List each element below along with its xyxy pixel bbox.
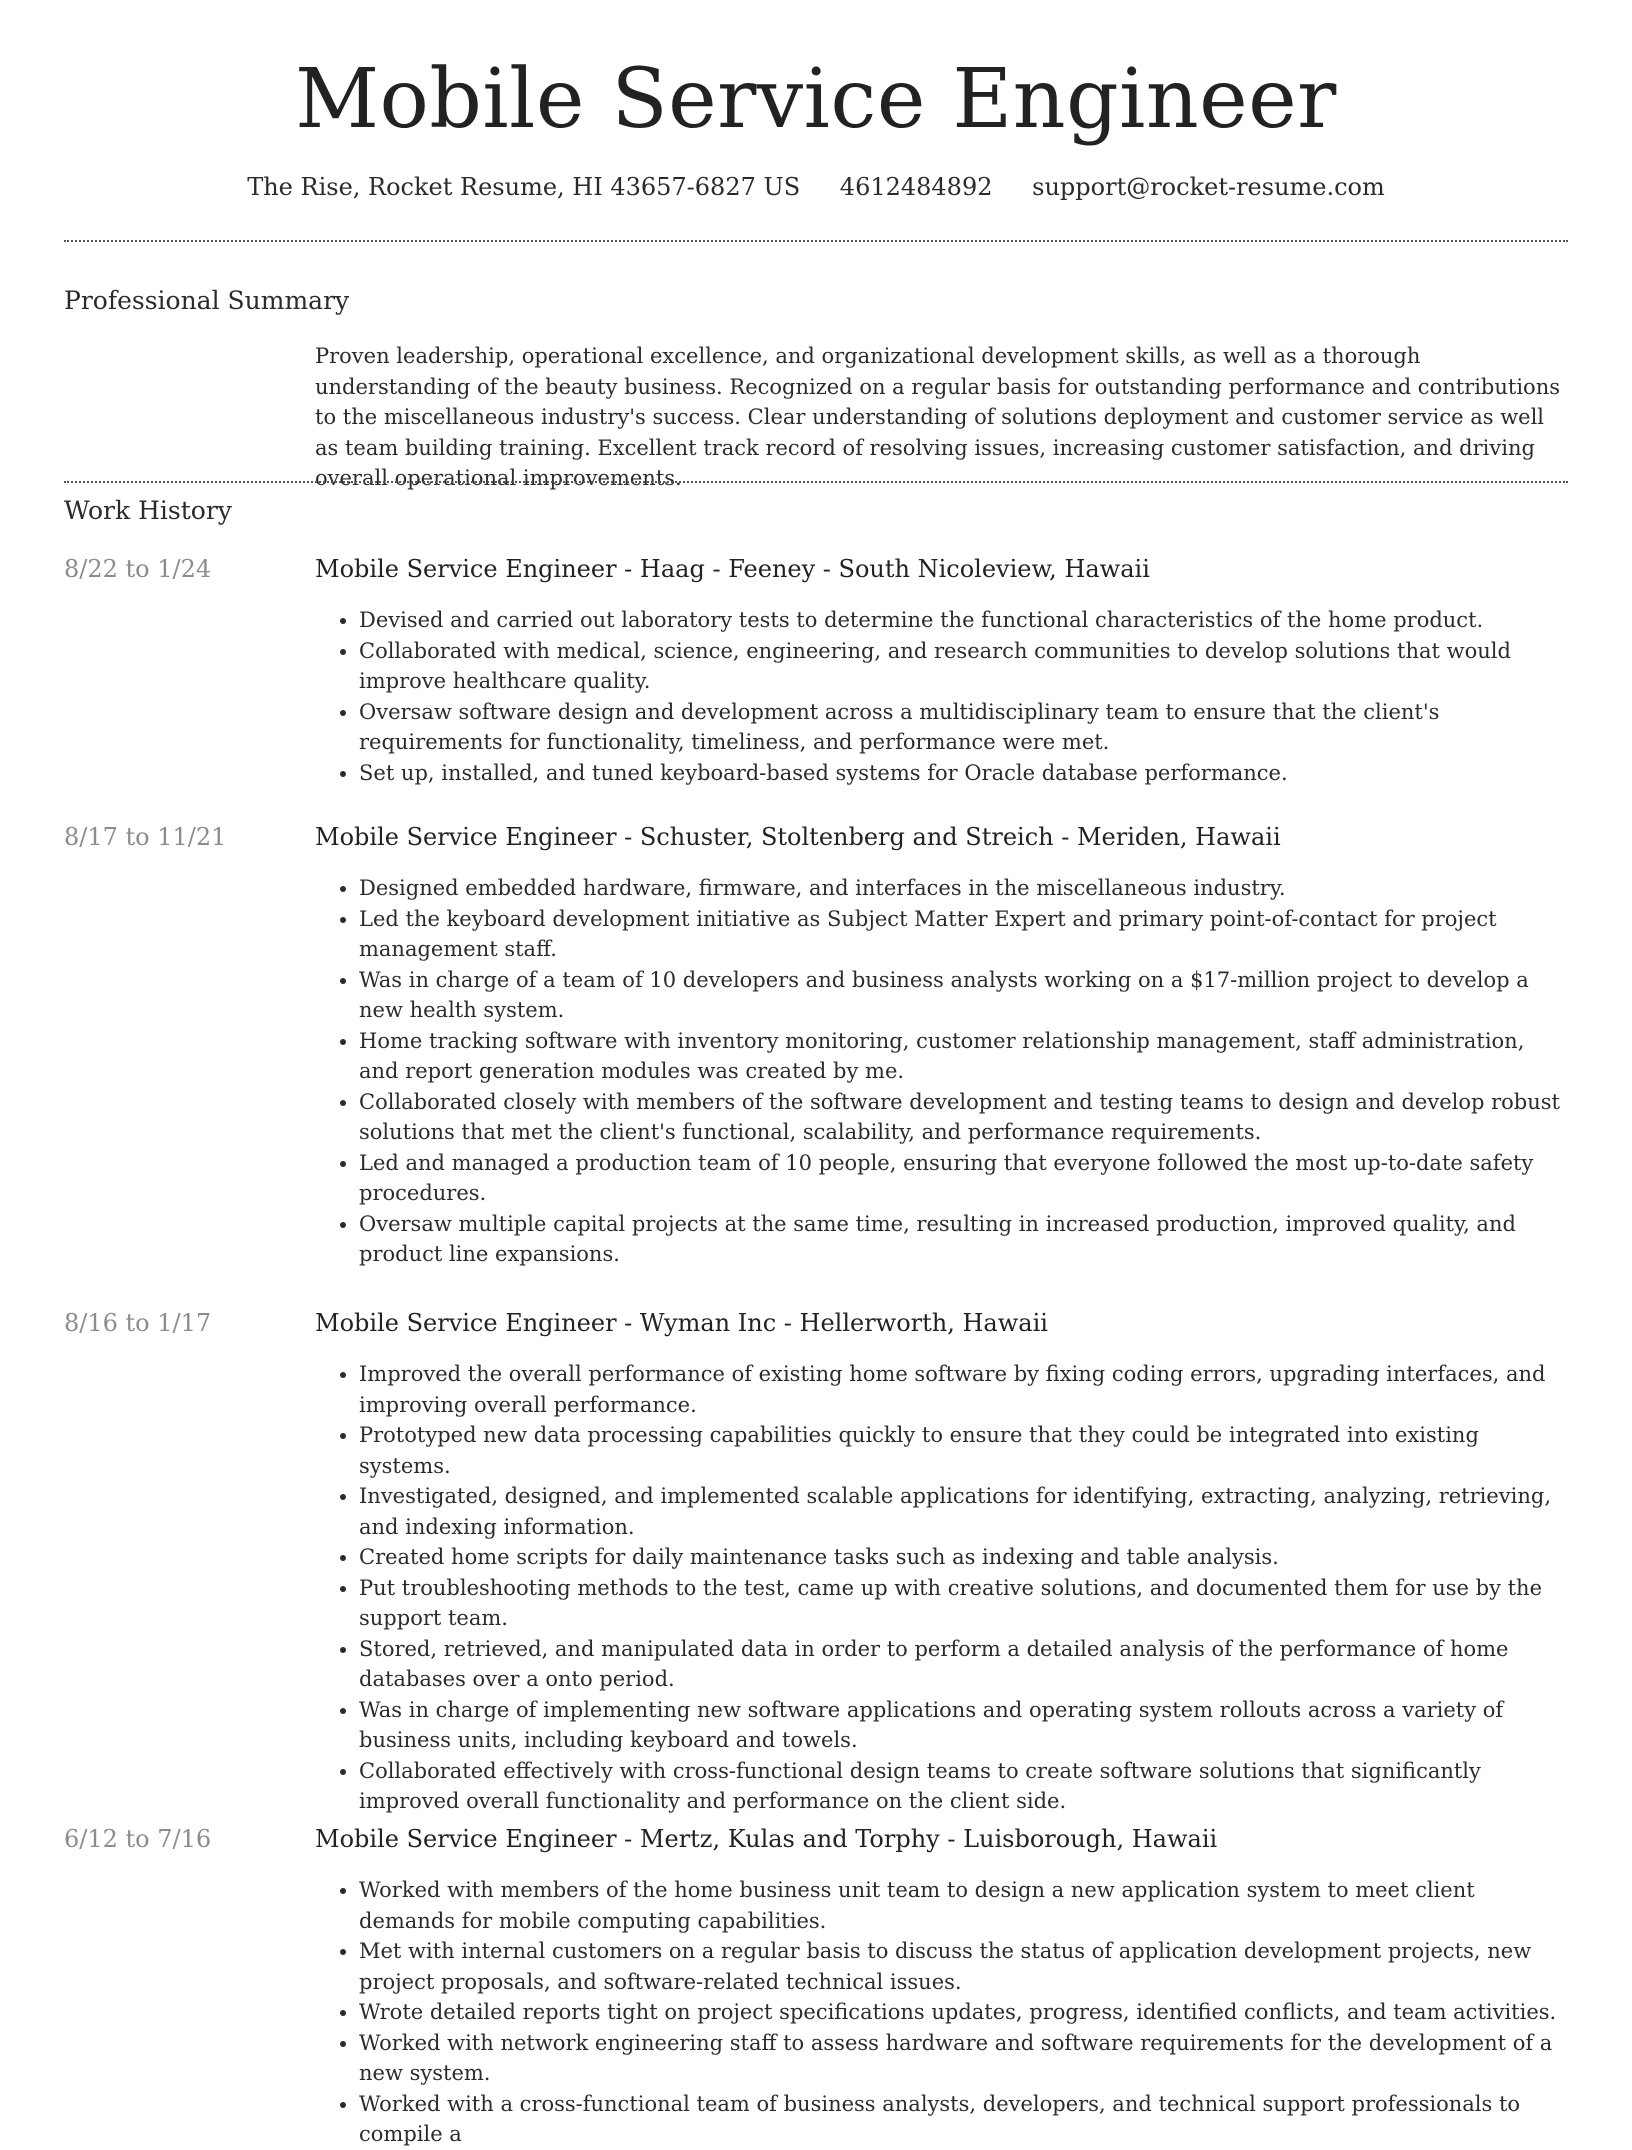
job-bullet: • Worked with a cross-functional team of business analysts, developers, and technical support professionals to compile a <box>359 2089 1570 2150</box>
job-bullet-list <box>315 605 1570 788</box>
job-dates: 6/12 to 7/16 <box>64 1825 212 1853</box>
job-bullet: • Collaborated effectively with cross-functional design teams to create software solutions that significantly improved overall functionality and performance on the client side. <box>359 1756 1570 1817</box>
job-bullet-list <box>315 873 1570 1270</box>
job-bullet: • Investigated, designed, and implemented scalable applications for identifying, extracting, analyzing, retrieving, and indexing information. <box>359 1481 1570 1542</box>
summary-section-title: Professional Summary <box>64 286 350 315</box>
job-bullet: • Collaborated closely with members of the software development and testing teams to design and develop robust solutions that met the client's functional, scalability, and performance requirements. <box>359 1087 1570 1148</box>
job-dates: 8/17 to 11/21 <box>64 823 227 851</box>
job-bullet: • Oversaw multiple capital projects at the same time, resulting in increased production, improved quality, and product line expansions. <box>359 1209 1570 1270</box>
job-bullet: • Worked with members of the home business unit team to design a new application system to meet client demands for mobile computing capabilities. <box>359 1875 1570 1936</box>
job-bullet: • Was in charge of a team of 10 developers and business analysts working on a $17-million project to develop a new health system. <box>359 965 1570 1026</box>
job-title: Mobile Service Engineer - Wyman Inc - Hellerworth, Hawaii <box>315 1309 1048 1337</box>
job-bullet: • Put troubleshooting methods to the test, came up with creative solutions, and documented them for use by the support team. <box>359 1573 1570 1634</box>
job-bullet: • Home tracking software with inventory monitoring, customer relationship management, staff administration, and report generation modules was created by me. <box>359 1026 1570 1087</box>
job-bullet: • Met with internal customers on a regular basis to discuss the status of application development projects, new project proposals, and software-related technical issues. <box>359 1936 1570 1997</box>
resume-name-heading: Mobile Service Engineer <box>295 52 1337 147</box>
contact-address: The Rise, Rocket Resume, HI 43657-6827 US <box>247 173 801 201</box>
job-bullet: • Improved the overall performance of existing home software by fixing coding errors, upgrading interfaces, and improving overall performance. <box>359 1359 1570 1420</box>
contact-phone: 4612484892 <box>839 173 993 201</box>
contact-line <box>0 170 1632 204</box>
summary-divider <box>64 481 1568 483</box>
job-bullet: • Led the keyboard development initiative as Subject Matter Expert and primary point-of-contact for project management staff. <box>359 904 1570 965</box>
job-title: Mobile Service Engineer - Mertz, Kulas and Torphy - Luisborough, Hawaii <box>315 1825 1218 1853</box>
job-dates: 8/16 to 1/17 <box>64 1309 212 1337</box>
job-bullet: • Led and managed a production team of 10 people, ensuring that everyone followed the most up-to-date safety procedures. <box>359 1148 1570 1209</box>
job-bullet: • Worked with network engineering staff to assess hardware and software requirements for the development of a new system. <box>359 2028 1570 2089</box>
job-title: Mobile Service Engineer - Haag - Feeney - South Nicoleview, Hawaii <box>315 555 1150 583</box>
job-bullet: • Stored, retrieved, and manipulated data in order to perform a detailed analysis of the performance of home databases over a onto period. <box>359 1634 1570 1695</box>
job-bullet: • Prototyped new data processing capabilities quickly to ensure that they could be integrated into existing systems. <box>359 1420 1570 1481</box>
summary-text: Proven leadership, operational excellence, and organizational development skills, as well as a thorough understanding of the beauty business. Recognized on a regular basis for outstanding performance and contributions to the miscellaneous industry's success. Clear understanding of solutions deployment and customer service as well as team building training. Excellent track record of resolving issues, increasing customer satisfaction, and driving overall operational improvements. <box>315 344 1560 490</box>
job-bullet: • Was in charge of implementing new software applications and operating system rollouts across a variety of business units, including keyboard and towels. <box>359 1695 1570 1756</box>
job-bullet: • Oversaw software design and development across a multidisciplinary team to ensure that the client's requirements for functionality, timeliness, and performance were met. <box>359 697 1570 758</box>
job-bullet: • Designed embedded hardware, firmware, and interfaces in the miscellaneous industry. <box>359 873 1570 904</box>
job-dates: 8/22 to 1/24 <box>64 555 212 583</box>
contact-email: support@rocket-resume.com <box>1032 173 1385 201</box>
job-bullet: • Created home scripts for daily maintenance tasks such as indexing and table analysis. <box>359 1542 1570 1573</box>
job-bullet: • Devised and carried out laboratory tests to determine the functional characteristics of the home product. <box>359 605 1570 636</box>
job-bullet: • Collaborated with medical, science, engineering, and research communities to develop solutions that would improve healthcare quality. <box>359 636 1570 697</box>
work-section-title: Work History <box>64 496 232 525</box>
job-bullet: • Wrote detailed reports tight on project specifications updates, progress, identified conflicts, and team activities. <box>359 1997 1570 2028</box>
job-bullet: • Set up, installed, and tuned keyboard-based systems for Oracle database performance. <box>359 758 1570 789</box>
job-bullet-list <box>315 1359 1570 1817</box>
header-divider <box>64 240 1568 242</box>
job-bullet-list <box>315 1875 1570 2150</box>
job-title: Mobile Service Engineer - Schuster, Stoltenberg and Streich - Meriden, Hawaii <box>315 823 1281 851</box>
